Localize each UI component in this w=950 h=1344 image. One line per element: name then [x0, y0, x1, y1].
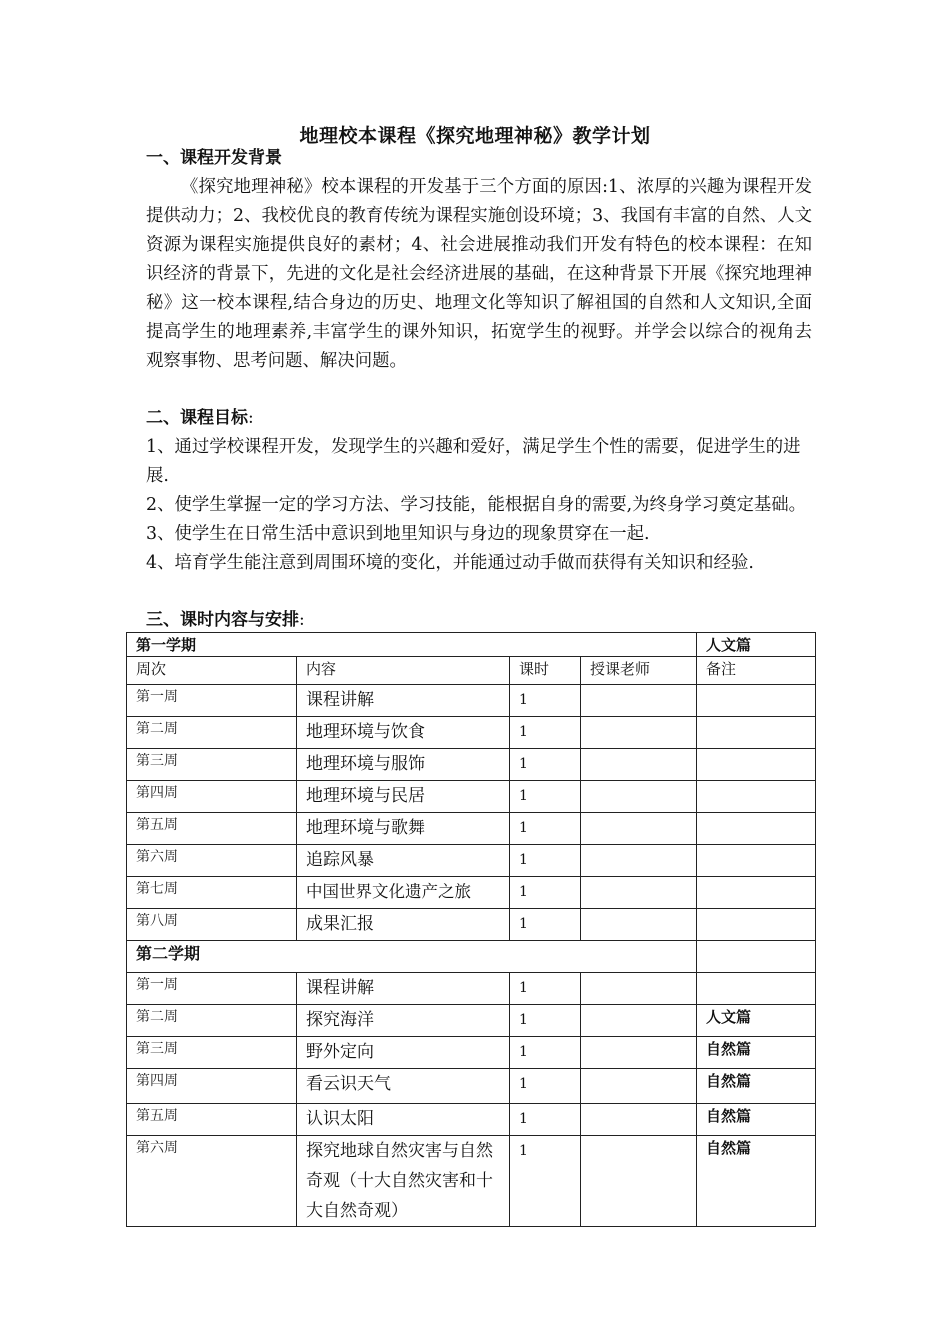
remark-cell [697, 909, 816, 941]
week-cell: 第一周 [127, 973, 297, 1005]
table-row [127, 973, 816, 1005]
week-cell: 第四周 [127, 1069, 297, 1104]
remark-cell: 人文篇 [697, 1005, 816, 1037]
teacher-cell [581, 717, 697, 749]
content-cell: 认识太阳 [297, 1104, 510, 1136]
week-cell: 第五周 [127, 1104, 297, 1136]
remark-cell: 自然篇 [697, 1104, 816, 1136]
hours-cell: 1 [510, 877, 581, 909]
remark-cell [697, 973, 816, 1005]
content-cell: 野外定向 [297, 1037, 510, 1069]
teacher-cell [581, 781, 697, 813]
teacher-cell [581, 1104, 697, 1136]
teacher-cell [581, 1005, 697, 1037]
teacher-cell [581, 749, 697, 781]
hours-cell: 1 [510, 1104, 581, 1136]
table-row [127, 749, 816, 781]
week-cell: 第三周 [127, 1037, 297, 1069]
header-week: 周次 [127, 657, 297, 685]
remark-cell [697, 877, 816, 909]
header-hours: 课时 [510, 657, 581, 685]
hours-cell: 1 [510, 845, 581, 877]
remark-cell [697, 781, 816, 813]
remark-cell [697, 813, 816, 845]
teacher-cell [581, 909, 697, 941]
semester2-label: 第二学期 [127, 941, 697, 973]
teacher-cell [581, 813, 697, 845]
content-cell: 地理环境与民居 [297, 781, 510, 813]
week-cell: 第二周 [127, 717, 297, 749]
table-row [127, 877, 816, 909]
header-teacher: 授课老师 [581, 657, 697, 685]
section-heading-objectives [146, 406, 254, 430]
week-cell: 第一周 [127, 685, 297, 717]
section-heading-background [146, 146, 282, 170]
teacher-cell [581, 973, 697, 1005]
hours-cell: 1 [510, 685, 581, 717]
header-content: 内容 [297, 657, 510, 685]
remark-cell [697, 717, 816, 749]
content-cell: 中国世界文化遗产之旅 [297, 877, 510, 909]
objective-item-1: 1、通过学校课程开发，发现学生的兴趣和爱好，满足学生个性的需要，促进学生的进展. [146, 437, 801, 486]
week-cell: 第八周 [127, 909, 297, 941]
table-row [127, 685, 816, 717]
semester2-note [697, 941, 816, 973]
table-header-row [127, 657, 816, 685]
table-row [127, 1037, 816, 1069]
section-heading-schedule [146, 608, 305, 632]
content-cell: 地理环境与饮食 [297, 717, 510, 749]
section-heading-schedule-colon: : [299, 610, 305, 630]
remark-cell: 自然篇 [697, 1136, 816, 1227]
schedule-table [126, 632, 816, 1227]
table-row [127, 1005, 816, 1037]
semester1-note: 人文篇 [697, 633, 816, 657]
remark-cell: 自然篇 [697, 1037, 816, 1069]
objectives-list [146, 433, 812, 578]
section-heading-background-text: 一、课程开发背景 [146, 148, 282, 168]
week-cell: 第二周 [127, 1005, 297, 1037]
hours-cell: 1 [510, 717, 581, 749]
teacher-cell [581, 685, 697, 717]
hours-cell: 1 [510, 1069, 581, 1104]
content-cell: 探究海洋 [297, 1005, 510, 1037]
content-cell: 探究地球自然灾害与自然奇观（十大自然灾害和十大自然奇观） [297, 1136, 510, 1227]
hours-cell: 1 [510, 1136, 581, 1227]
document-title: 地理校本课程《探究地理神秘》教学计划 [299, 125, 651, 147]
table-row [127, 813, 816, 845]
teacher-cell [581, 1136, 697, 1227]
hours-cell: 1 [510, 749, 581, 781]
table-row [127, 717, 816, 749]
week-cell: 第五周 [127, 813, 297, 845]
teacher-cell [581, 1069, 697, 1104]
objective-item-4: 4、培育学生能注意到周围环境的变化，并能通过动手做而获得有关知识和经验. [146, 553, 754, 573]
remark-cell [697, 845, 816, 877]
hours-cell: 1 [510, 973, 581, 1005]
content-cell: 课程讲解 [297, 685, 510, 717]
table-row [127, 909, 816, 941]
teacher-cell [581, 845, 697, 877]
teacher-cell [581, 1037, 697, 1069]
semester2-row [127, 941, 816, 973]
objective-item-3: 3、使学生在日常生活中意识到地里知识与身边的现象贯穿在一起. [146, 524, 650, 544]
content-cell: 课程讲解 [297, 973, 510, 1005]
section-heading-objectives-colon: : [248, 408, 254, 428]
remark-cell [697, 749, 816, 781]
teacher-cell [581, 877, 697, 909]
remark-cell: 自然篇 [697, 1069, 816, 1104]
table-row [127, 1136, 816, 1227]
table-row [127, 845, 816, 877]
content-cell: 追踪风暴 [297, 845, 510, 877]
week-cell: 第四周 [127, 781, 297, 813]
table-row [127, 1104, 816, 1136]
content-cell: 看云识天气 [297, 1069, 510, 1104]
objective-item-2: 2、使学生掌握一定的学习方法、学习技能，能根据自身的需要,为终身学习奠定基础。 [146, 495, 807, 515]
remark-cell [697, 685, 816, 717]
content-cell: 地理环境与歌舞 [297, 813, 510, 845]
week-cell: 第六周 [127, 845, 297, 877]
header-remark: 备注 [697, 657, 816, 685]
week-cell: 第三周 [127, 749, 297, 781]
content-cell: 成果汇报 [297, 909, 510, 941]
hours-cell: 1 [510, 909, 581, 941]
week-cell: 第七周 [127, 877, 297, 909]
hours-cell: 1 [510, 781, 581, 813]
section-heading-objectives-text: 二、课程目标 [146, 408, 248, 428]
table-row [127, 1069, 816, 1104]
hours-cell: 1 [510, 813, 581, 845]
content-cell: 地理环境与服饰 [297, 749, 510, 781]
section-heading-schedule-text: 三、课时内容与安排 [146, 610, 299, 630]
week-cell: 第六周 [127, 1136, 297, 1227]
semester1-row [127, 633, 816, 657]
table-row [127, 781, 816, 813]
background-paragraph: 《探究地理神秘》校本课程的开发基于三个方面的原因:1、浓厚的兴趣为课程开发提供动力；2、我校优良的教育传统为课程实施创设环境；3、我国有丰富的自然、人文资源为课程实施提供良好的素材；4、社会进展推动我们开发有特色的校本课程：在知识经济的背景下，先进的文化是社会经济进展的基础，在这种背景下开展《探究地理神秘》这一校本课程,结合身边的历史、地理文化等知识了解祖国的自然和人文知识,全面提高学生的地理素养,丰富学生的课外知识，拓宽学生的视野。并学会以综合的视角去观察事物、思考问题、解决问题。 [146, 177, 812, 371]
semester1-label: 第一学期 [127, 633, 697, 657]
hours-cell: 1 [510, 1037, 581, 1069]
hours-cell: 1 [510, 1005, 581, 1037]
